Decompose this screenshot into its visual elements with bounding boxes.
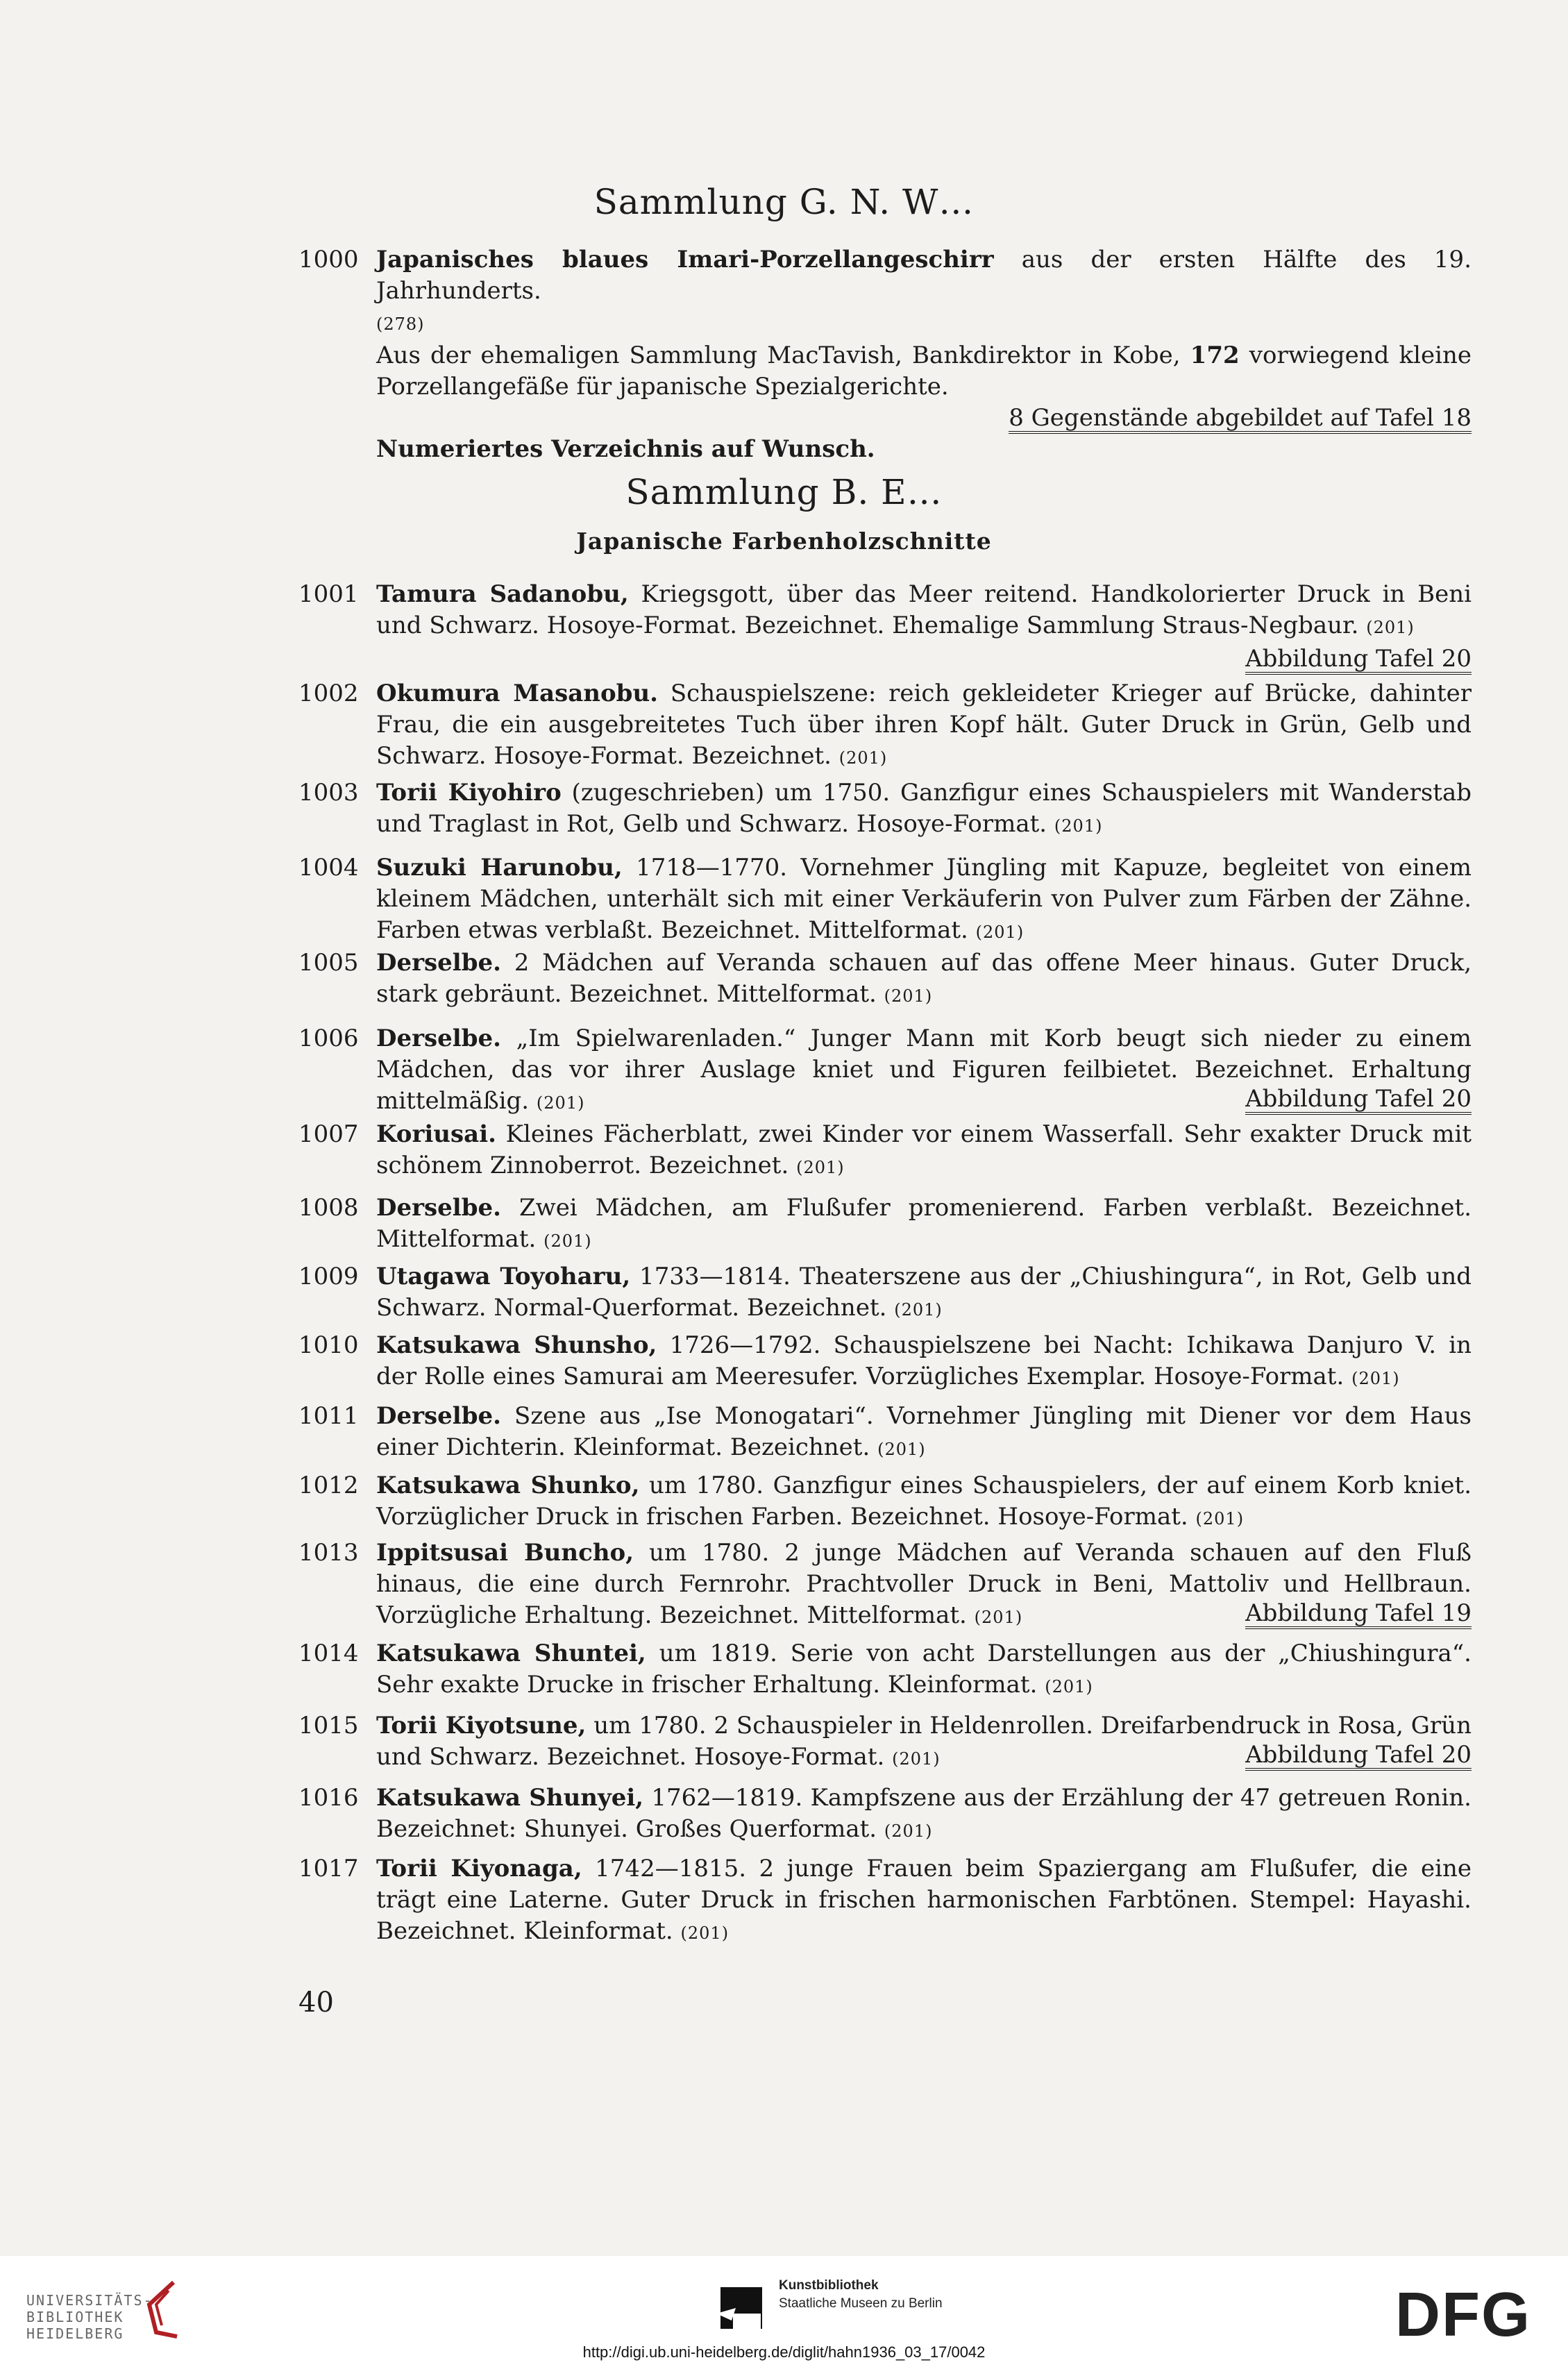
entry-text: um 1780. 2 Schauspieler in Heldenrollen. Dreifarbendruck in Rosa, Grün und Schwarz. Bezeichnet. Hosoye-Format. — [376, 1712, 1472, 1771]
entry-text: 1733—1814. Theaterszene aus der „Chiushingura“, in Rot, Gelb und Schwarz. Normal-Querformat. Bezeichnet. — [376, 1263, 1472, 1322]
entry-reference: (201) — [894, 1300, 943, 1320]
catalog-entry — [298, 947, 1472, 1012]
catalog-entry — [298, 1330, 1472, 1395]
entry-text: aus der ersten Hälfte des 19. Jahrhunderts. — [376, 246, 1472, 305]
entry-reference: (201) — [796, 1158, 845, 1177]
entry-title: Katsukawa Shunsho, — [376, 1331, 657, 1359]
entry-reference: (201) — [1351, 1369, 1400, 1388]
entry-text: 1742—1815. 2 junge Frauen beim Spaziergang am Flußufer, die eine trägt eine Laterne. Guter Druck in frischen harmonischen Farbtönen. Stempel: Hayashi. Bezeichnet. Kleinformat. — [376, 1855, 1472, 1945]
entry-title: Japanisches blaues Imari-Porzellangeschirr — [376, 246, 994, 273]
university-line: BIBLIOTHEK — [26, 2309, 124, 2325]
entry-reference: (201) — [877, 1440, 926, 1459]
kunstbibliothek-label — [779, 2277, 943, 2313]
section-subheading: Japanische Farbenholzschnitte — [576, 528, 992, 555]
entry-note: Numeriertes Verzeichnis auf Wunsch. — [376, 435, 875, 463]
entry-text: um 1819. Serie von acht Darstellungen aus der „Chiushingura“. Sehr exakte Drucke in frischer Erhaltung. Kleinformat. — [376, 1640, 1472, 1699]
entry-text: Kriegsgott, über das Meer reitend. Handkolorierter Druck in Beni und Schwarz. Hosoye-Format. Bezeichnet. Ehemalige Sammlung Straus-Negbaur. — [376, 580, 1472, 639]
entry-title: Torii Kiyonaga, — [376, 1855, 582, 1882]
entry-text: um 1780. 2 junge Mädchen auf Veranda schauen auf den Fluß hinaus, die eine durch Fernrohr. Prachtvoller Druck in Beni, Mattoliv und Hellbraun. Vorzügliche Erhaltung. Bezeichnet. Mittelformat. — [376, 1539, 1472, 1629]
page-number: 40 — [298, 1987, 334, 2019]
lot-number: 1000 — [298, 246, 359, 273]
entry-reference: (201) — [838, 748, 888, 768]
entry-title: Derselbe. — [376, 1402, 501, 1430]
catalog-entry — [298, 1119, 1472, 1184]
catalog-entry — [298, 579, 1472, 675]
catalog-entry — [298, 1401, 1472, 1465]
illustration-reference: Abbildung Tafel 20 — [1245, 1086, 1472, 1115]
entry-text: Zwei Mädchen, am Flußufer promenierend. Farben verblaßt. Bezeichnet. Mittelformat. — [376, 1194, 1472, 1253]
kb-subtitle: Staatliche Museen zu Berlin — [779, 2296, 943, 2311]
catalog-entry — [298, 1638, 1472, 1703]
lot-number: 1015 — [298, 1712, 359, 1740]
kb-title: Kunstbibliothek — [779, 2278, 879, 2293]
entry-text: um 1780. Ganzfigur eines Schauspielers, der auf einem Korb kniet. Vorzüglicher Druck in frischen Farben. Bezeichnet. Hosoye-Format. — [376, 1472, 1472, 1531]
illustration-reference: Abbildung Tafel 20 — [1245, 646, 1472, 675]
entry-title: Utagawa Toyoharu, — [376, 1263, 631, 1290]
entry-title: Tamura Sadanobu, — [376, 580, 629, 608]
university-line: HEIDELBERG — [26, 2325, 124, 2342]
lot-number: 1001 — [298, 580, 359, 608]
catalog-entry — [298, 1853, 1472, 1949]
entry-body — [376, 244, 1472, 465]
entry-title: Derselbe. — [376, 949, 501, 977]
illustration-reference: 8 Gegenstände abgebildet auf Tafel 18 — [1009, 405, 1472, 434]
entry-text: Kleines Fächerblatt, zwei Kinder vor einem Wasserfall. Sehr exakter Druck mit schönem Zinnoberrot. Bezeichnet. — [376, 1120, 1472, 1179]
lot-number: 1004 — [298, 854, 359, 882]
catalog-entry — [298, 1710, 1472, 1775]
illustration-reference: Abbildung Tafel 20 — [1245, 1742, 1472, 1771]
lot-number: 1013 — [298, 1539, 359, 1567]
lot-number: 1006 — [298, 1025, 359, 1052]
entry-text: 2 Mädchen auf Veranda schauen auf das offene Meer hinaus. Guter Druck, stark gebräunt. Bezeichnet. Mittelformat. — [376, 949, 1472, 1008]
university-library-label — [26, 2292, 153, 2342]
lot-number: 1009 — [298, 1263, 359, 1290]
footer-bar — [0, 2256, 1568, 2367]
entry-reference: (201) — [543, 1231, 592, 1251]
entry-title: Torii Kiyohiro — [376, 779, 562, 807]
lot-number: 1014 — [298, 1640, 359, 1667]
lot-number: 1005 — [298, 949, 359, 977]
lot-number: 1008 — [298, 1194, 359, 1222]
university-line: UNIVERSITÄTS- — [26, 2292, 153, 2309]
entry-reference: (201) — [974, 1608, 1023, 1627]
section-heading-gnw: Sammlung G. N. W… — [593, 182, 975, 222]
entry-reference: (201) — [884, 986, 933, 1006]
entry-reference: (201) — [1366, 618, 1415, 637]
entry-reference: (201) — [884, 1821, 933, 1841]
catalog-entry — [298, 777, 1472, 842]
entry-title: Torii Kiyotsune, — [376, 1712, 587, 1740]
catalog-entry — [298, 1470, 1472, 1535]
catalog-entry — [298, 1193, 1472, 1257]
entry-text: 1726—1792. Schauspielszene bei Nacht: Ichikawa Danjuro V. in der Rolle eines Samurai am Meeresufer. Vorzügliches Exemplar. Hosoye-Format. — [376, 1331, 1472, 1390]
section-heading-be: Sammlung B. E… — [625, 472, 943, 512]
catalog-entry — [298, 678, 1472, 774]
entry-text: Schauspielszene: reich gekleideter Krieger auf Brücke, dahinter Frau, die ein ausgebreitetes Tuch über ihren Kopf hält. Guter Druck in Grün, Gelb und Schwarz. Hosoye-Format. Bezeichnet. — [376, 680, 1472, 770]
catalog-entry — [298, 1261, 1472, 1326]
entry-title: Okumura Masanobu. — [376, 680, 658, 707]
illustration-reference: Abbildung Tafel 19 — [1245, 1600, 1472, 1629]
entry-count: 172 — [1190, 342, 1240, 369]
entry-text: Aus der ehemaligen Sammlung MacTavish, Bankdirektor in Kobe, — [376, 342, 1190, 369]
entry-title: Katsukawa Shunko, — [376, 1472, 640, 1499]
entry-reference: (201) — [536, 1093, 585, 1113]
entry-title: Suzuki Harunobu, — [376, 854, 623, 882]
entry-text: vorwiegend kleine Porzellangefäße für japanische Spezialgerichte. — [376, 342, 1472, 401]
entry-text: „Im Spielwarenladen.“ Junger Mann mit Korb beugt sich nieder zu einem Mädchen, das vor ihrer Auslage kniet und Figuren feilbietet. Bezeichnet. Erhaltung mittelmäßig. — [376, 1025, 1472, 1115]
lot-number: 1010 — [298, 1331, 359, 1359]
lot-number: 1007 — [298, 1120, 359, 1148]
lot-number: 1003 — [298, 779, 359, 807]
lot-number: 1002 — [298, 680, 359, 707]
kunstbibliothek-logo-icon — [715, 2287, 770, 2336]
catalog-entry — [298, 1783, 1472, 1847]
catalog-entry-1000 — [298, 244, 1472, 465]
entry-title: Ippitsusai Buncho, — [376, 1539, 634, 1567]
entry-reference: (201) — [1054, 816, 1103, 836]
entry-title: Katsukawa Shunyei, — [376, 1784, 644, 1812]
lot-number: 1016 — [298, 1784, 359, 1812]
entry-title: Katsukawa Shuntei, — [376, 1640, 646, 1667]
lot-number: 1012 — [298, 1472, 359, 1499]
catalog-entry — [298, 1023, 1472, 1119]
entry-title: Koriusai. — [376, 1120, 496, 1148]
entry-text: (zugeschrieben) um 1750. Ganzfigur eines Schauspielers mit Wanderstab und Traglast in Rot, Gelb und Schwarz. Hosoye-Format. — [376, 779, 1472, 838]
catalog-entry — [298, 1538, 1472, 1633]
dfg-logo: DFG — [1395, 2280, 1531, 2350]
lot-number: 1011 — [298, 1402, 359, 1430]
entry-title: Derselbe. — [376, 1194, 501, 1222]
entry-text: 1718—1770. Vornehmer Jüngling mit Kapuze, begleitet von einem kleinem Mädchen, unterhält sich mit einer Verkäuferin von Pulver zum Färben der Zähne. Farben etwas verblaßt. Bezeichnet. Mittelformat. — [376, 854, 1472, 944]
entry-text: Szene aus „Ise Monogatari“. Vornehmer Jüngling mit Diener vor dem Haus einer Dichterin. Kleinformat. Bezeichnet. — [376, 1402, 1472, 1461]
entry-reference: (201) — [975, 923, 1025, 942]
entry-reference: (201) — [892, 1749, 941, 1769]
entry-reference: (201) — [1195, 1509, 1245, 1528]
entry-reference: (278) — [376, 314, 425, 334]
entry-text: 1762—1819. Kampfszene aus der Erzählung der 47 getreuen Ronin. Bezeichnet: Shunyei. Großes Querformat. — [376, 1784, 1472, 1843]
catalog-entry — [298, 852, 1472, 948]
source-url-link[interactable]: http://digi.ub.uni-heidelberg.de/diglit/hahn1936_03_17/0042 — [582, 2343, 986, 2361]
entry-reference: (201) — [680, 1923, 730, 1943]
entry-reference: (201) — [1045, 1677, 1093, 1696]
lot-number: 1017 — [298, 1855, 359, 1882]
entry-title: Derselbe. — [376, 1025, 501, 1052]
university-logo-icon — [135, 2277, 191, 2339]
